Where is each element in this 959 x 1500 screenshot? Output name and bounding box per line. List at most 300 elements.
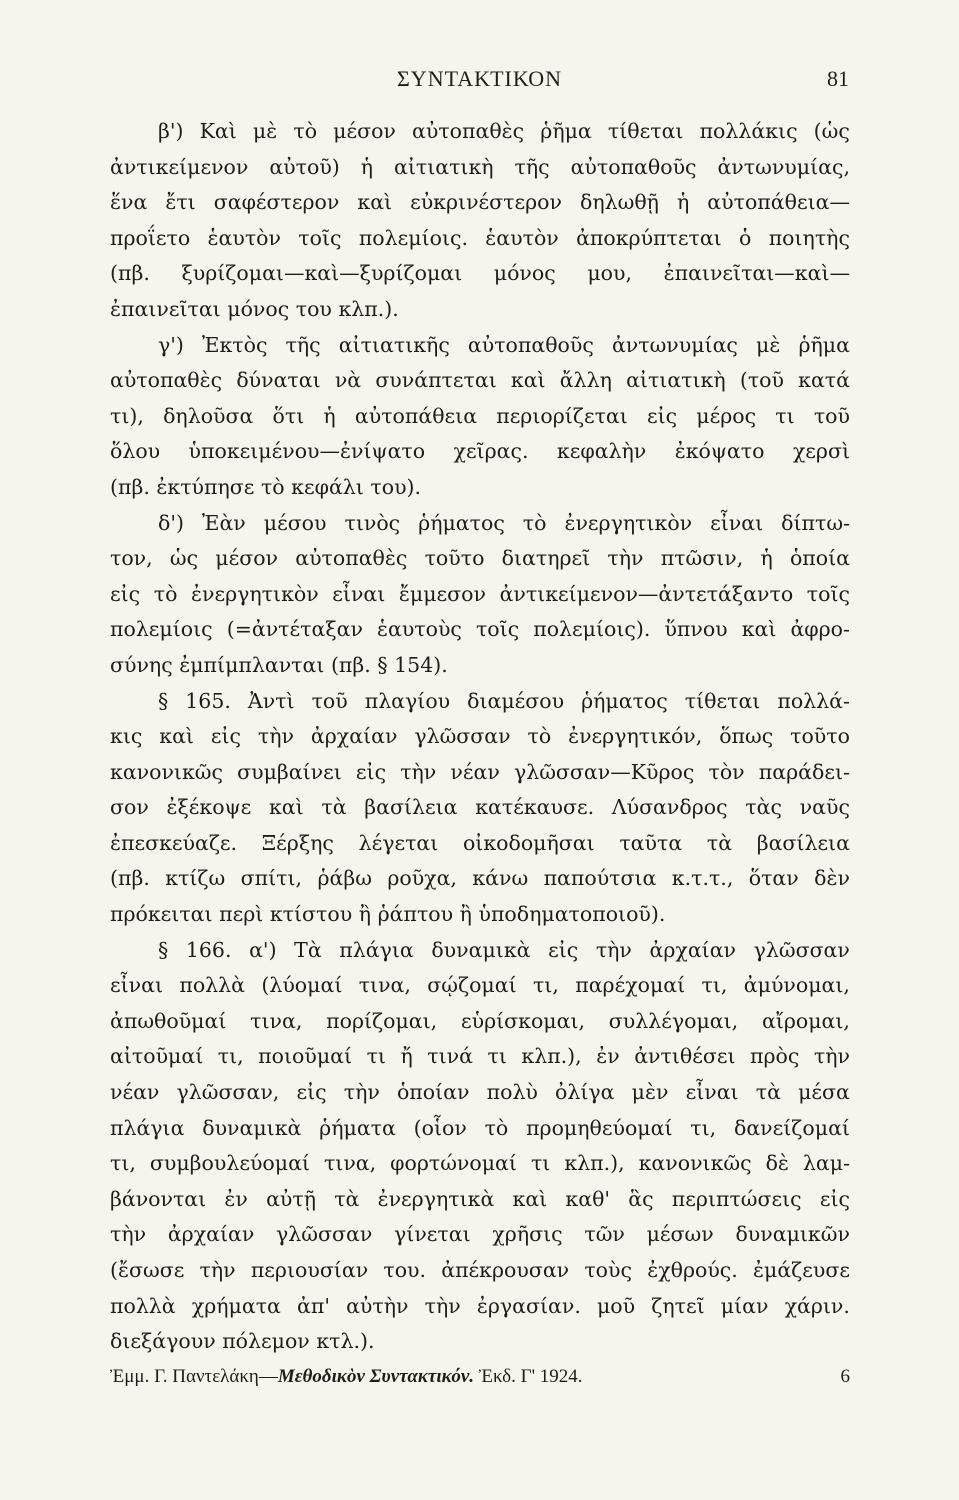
- word: τὴν: [343, 1080, 380, 1105]
- footer-book-title: Μεθοδικὸν Συντακτικόν.: [277, 1366, 475, 1387]
- word: (πβ.: [110, 866, 150, 891]
- word: ἀντιθέσει: [634, 1044, 736, 1069]
- text-line: [110, 1217, 850, 1253]
- word: τινα,: [250, 1008, 303, 1033]
- word: ἔτι: [165, 190, 196, 215]
- word: ἀρχαίαν: [310, 724, 398, 749]
- text-line: [110, 755, 850, 791]
- word: β'): [158, 119, 184, 143]
- word: αἰτιατικὴ: [393, 154, 494, 179]
- word: χρῆσις: [492, 1222, 563, 1247]
- word: του: [295, 296, 332, 321]
- word: §: [377, 652, 388, 677]
- word: (πβ.: [330, 652, 371, 677]
- text-line: [110, 1182, 850, 1218]
- word: ἡ: [360, 154, 374, 179]
- word: καὶ: [512, 1186, 548, 1211]
- word: τίθεται: [684, 688, 761, 713]
- word: (=ἀντέταξαν: [226, 617, 363, 642]
- word: σπίτι,: [240, 866, 303, 891]
- word: πολεμίοις.: [358, 225, 468, 250]
- word: τῆς: [285, 332, 321, 357]
- word: τῆς: [514, 154, 550, 179]
- word: ἤ: [400, 1044, 413, 1069]
- word: πολλάκις: [699, 119, 798, 143]
- word: περιουσίαν: [250, 1258, 369, 1282]
- word: ἀντικείμενον: [110, 154, 249, 179]
- word: εἰς: [819, 1186, 850, 1211]
- word: βάνονται: [110, 1186, 207, 1211]
- text-line: [110, 968, 850, 1004]
- word: του.: [383, 1258, 427, 1282]
- word: αἰτιατικὴ: [626, 368, 726, 393]
- word: αἴρομαι,: [761, 1008, 850, 1033]
- word: ἐνεργητικὸν: [191, 581, 319, 606]
- word: δυναμικὰ: [431, 937, 531, 962]
- word: πορίζομαι,: [326, 1008, 438, 1033]
- word: τι: [775, 403, 795, 428]
- text-line: [110, 114, 850, 150]
- word: πολὺ: [486, 1080, 538, 1105]
- word: ἀντικείμενον—ἀντετάξαντο: [499, 581, 794, 606]
- word: ἡ: [323, 403, 336, 428]
- word: ἀντωνυμίας: [611, 332, 738, 357]
- word: ἐμάζευσε: [753, 1258, 850, 1282]
- footer-signature: 6: [840, 1366, 850, 1387]
- word: εἶναι: [332, 581, 386, 606]
- page-header: [0, 66, 959, 100]
- word: σῴζομαί: [427, 973, 517, 998]
- word: νέαν: [110, 1080, 160, 1105]
- word: ἑαυτὸν: [485, 225, 559, 250]
- word: καὶ: [741, 617, 777, 642]
- word: 166.: [185, 937, 232, 962]
- word: ἐνεργητικόν,: [568, 724, 703, 749]
- word: τι,: [701, 973, 728, 998]
- word: μίαν: [720, 1293, 769, 1318]
- word: ἐξέκοψε: [166, 795, 252, 820]
- word: Λύσανδρος: [611, 795, 728, 820]
- word: καὶ: [510, 368, 546, 393]
- word: ἀρχαίαν: [167, 1222, 255, 1247]
- word: εἰς: [548, 937, 579, 962]
- word: αὐτοπαθὲς: [295, 546, 408, 571]
- word: ποιητὴς: [768, 225, 850, 250]
- word: κις: [110, 724, 143, 749]
- text-line: [110, 1004, 850, 1040]
- word: ροῦχα,: [387, 866, 457, 891]
- word: μου,: [587, 261, 632, 286]
- word: τοὺς: [584, 1258, 632, 1282]
- page-body: [110, 114, 850, 1360]
- word: δηλωθῇ: [580, 190, 659, 215]
- word: ὁ: [739, 225, 752, 250]
- word: εἰς: [355, 759, 387, 784]
- word: τὸ: [153, 581, 178, 606]
- word: §: [158, 688, 169, 713]
- word: τὸ: [527, 724, 552, 749]
- word: Τὰ: [294, 937, 322, 962]
- word: ἀποκρύπτεται: [576, 225, 722, 250]
- word: ῥῆμα: [540, 119, 592, 143]
- word: πολλὰ: [179, 973, 246, 998]
- word: τὸ: [293, 119, 318, 143]
- word: ναῦς: [799, 795, 850, 820]
- text-line: [110, 719, 850, 755]
- word: δηλοῦσα: [163, 403, 254, 428]
- word: εὑρίσκομαι,: [460, 1008, 586, 1033]
- word: συμβαίνει: [237, 759, 342, 784]
- page-number: 81: [827, 66, 849, 91]
- word: ὁποία: [789, 546, 850, 571]
- word: κτλ.).: [316, 1329, 375, 1354]
- word: κεφαλὴν: [556, 439, 647, 464]
- word: τὸ: [522, 510, 547, 535]
- word: τῶν: [584, 1222, 625, 1247]
- word: μέσα: [798, 1080, 850, 1105]
- word: παρέχομαί: [575, 973, 686, 998]
- word: ἐν: [596, 1044, 620, 1069]
- word: ἐμπίμπλανται: [179, 652, 325, 677]
- word: ῥάπτου: [377, 902, 454, 927]
- word: αὐτοπαθὲς: [110, 368, 223, 393]
- word: ὕπνου: [664, 617, 728, 642]
- word: οἰκοδομῆσαι: [462, 830, 595, 855]
- word: γλῶσσαν: [753, 937, 850, 962]
- text-line: [110, 541, 850, 577]
- word: τὴν: [199, 1258, 236, 1282]
- word: διαμέσου: [467, 688, 565, 713]
- word: τὰ: [321, 795, 347, 820]
- word: σαφέστερον: [213, 190, 340, 215]
- word: πρόκειται: [110, 902, 213, 927]
- word: τι),: [110, 403, 144, 428]
- word: γ'): [158, 332, 184, 357]
- word: (πβ.: [110, 474, 150, 499]
- word: κλπ.).: [338, 296, 399, 321]
- word: αὐτοῦ): [269, 154, 340, 179]
- word: τινὸς: [344, 510, 401, 535]
- word: τοῦ: [311, 688, 348, 713]
- word: κεφάλι: [291, 474, 364, 499]
- word: ἄλλη: [559, 368, 612, 393]
- word: κάνω: [472, 866, 529, 891]
- word: παράδει-: [758, 759, 850, 784]
- word: σύνης: [110, 652, 173, 677]
- word: δυναμικὰ: [202, 1115, 302, 1140]
- word: δίπτω-: [781, 510, 850, 535]
- word: αὐτὴν: [346, 1293, 409, 1318]
- word: αὐτοπάθεια—: [707, 190, 850, 215]
- word: ἀρχαίαν: [649, 937, 737, 962]
- word: μέσον: [215, 546, 279, 571]
- word: προΐετο: [110, 225, 191, 250]
- word: (ὡς: [813, 119, 850, 143]
- word: νέαν: [450, 759, 500, 784]
- word: κατά: [798, 368, 850, 393]
- word: (ἔσωσε: [110, 1258, 185, 1282]
- word: καὶ: [268, 795, 304, 820]
- word: ὅλου: [110, 439, 161, 464]
- word: α'): [249, 937, 277, 962]
- word: κανονικῶς: [110, 759, 223, 784]
- word: γλῶσσαν: [414, 724, 511, 749]
- word: ἃς: [628, 1186, 654, 1211]
- word: εἰς: [646, 403, 678, 428]
- word: γλῶσσαν: [276, 1222, 373, 1247]
- word: ὅπως: [719, 724, 774, 749]
- text-line: [110, 1146, 850, 1182]
- word: κατέκαυσε.: [475, 795, 595, 820]
- word: χεῖρας.: [453, 439, 529, 464]
- word: Ἐὰν: [201, 510, 246, 535]
- text-line: [110, 292, 850, 328]
- word: κ.τ.τ.,: [671, 866, 734, 891]
- word: ἀμύνομαι,: [743, 973, 850, 998]
- word: ταῦτα: [619, 830, 683, 855]
- word: ἀφρο-: [790, 617, 850, 642]
- text-line: [110, 363, 850, 399]
- text-line: [110, 897, 850, 933]
- text-line: [110, 1289, 850, 1325]
- word: ὡς: [169, 546, 199, 571]
- text-line: [110, 506, 850, 542]
- word: τι: [487, 1044, 507, 1069]
- word: περὶ: [219, 902, 264, 927]
- word: εὐκρινέστερον: [410, 190, 562, 215]
- word: τι,: [690, 1115, 717, 1140]
- word: Ἀντὶ: [247, 688, 295, 713]
- word: τοῖς: [298, 225, 342, 250]
- word: εἶναι: [710, 510, 764, 535]
- word: πτῶσιν,: [660, 546, 744, 571]
- word: ἀπωθοῦμαί: [110, 1008, 227, 1033]
- word: περιπτώσεις: [671, 1186, 802, 1211]
- word: περιορίζεται: [496, 403, 628, 428]
- word: διατηρεῖ: [501, 546, 591, 571]
- word: τινα,: [323, 1151, 377, 1176]
- word: καὶ: [357, 190, 393, 215]
- word: τὴν: [424, 1293, 461, 1318]
- word: ἐνεργητικὸν: [564, 510, 693, 535]
- word: εἰς: [110, 581, 141, 606]
- word: (οἷον: [413, 1115, 467, 1140]
- word: ἢ: [459, 902, 472, 927]
- word: τὸ: [260, 474, 285, 499]
- text-line: [110, 1111, 850, 1147]
- word: τοῦ: [813, 403, 850, 428]
- word: αὐτοπαθοῦς: [467, 332, 594, 357]
- word: ὅταν: [748, 866, 799, 891]
- text-line: [110, 826, 850, 862]
- word: ἐκτύπησε: [156, 474, 255, 499]
- word: κλπ.),: [564, 1151, 625, 1176]
- text-line: [110, 1253, 850, 1289]
- word: μέσου: [263, 510, 327, 535]
- word: §: [158, 937, 169, 962]
- word: ῥήματος: [418, 510, 505, 535]
- text-line: [110, 1039, 850, 1075]
- word: τὰ: [755, 1080, 781, 1105]
- word: Καὶ: [199, 119, 237, 143]
- footer-edition: Ἐκδ. Γ' 1924.: [478, 1366, 583, 1387]
- word: τινά: [427, 1044, 473, 1069]
- word: ἢ: [358, 902, 372, 927]
- word: γλῶσσαν—Κῦρος: [513, 759, 695, 784]
- word: πολλὰ: [110, 1293, 176, 1318]
- word: προμηθεύομαί: [526, 1115, 673, 1140]
- word: τὰ: [334, 1186, 360, 1211]
- word: βασίλεια: [756, 830, 850, 855]
- text-line: [110, 221, 850, 257]
- word: ἡ: [760, 546, 773, 571]
- word: ὑποδηματοποιοῦ).: [478, 902, 666, 927]
- text-line: [110, 577, 850, 613]
- word: πλάγια: [339, 937, 414, 962]
- word: ξυρίζομαι—καὶ—ξυρίζομαι: [181, 261, 463, 286]
- word: (πβ.: [110, 261, 150, 286]
- word: τοῖς: [806, 581, 850, 606]
- word: ἐπαινεῖται: [110, 296, 221, 321]
- word: αὐτοπάθεια: [354, 403, 478, 428]
- word: γίνεται: [394, 1222, 471, 1247]
- word: πλαγίου: [364, 688, 451, 713]
- word: μόνος: [227, 296, 290, 321]
- word: μὲν: [631, 1080, 669, 1105]
- word: αὐτῇ: [266, 1186, 316, 1211]
- word: καθ': [565, 1186, 611, 1211]
- word: συλλέγομαι,: [608, 1008, 739, 1033]
- word: πλάγια: [110, 1115, 185, 1140]
- word: παπούτσια: [543, 866, 657, 891]
- word: πόλεμον: [222, 1329, 310, 1354]
- word: χρήματα: [191, 1293, 281, 1318]
- word: βασίλεια: [364, 795, 458, 820]
- word: τι: [530, 1151, 551, 1176]
- text-line: [110, 434, 850, 470]
- word: γλῶσσαν,: [176, 1080, 280, 1105]
- word: τοῦτο: [790, 724, 850, 749]
- page-footer: [110, 1366, 850, 1388]
- word: ζητεῖ: [651, 1293, 705, 1318]
- word: ποιοῦμαί: [258, 1044, 353, 1069]
- word: τὸ: [484, 1115, 509, 1140]
- word: τι,: [110, 1151, 136, 1176]
- word: χάριν.: [784, 1293, 850, 1318]
- word: τὰ: [706, 830, 733, 855]
- word: τὴν: [110, 1222, 147, 1247]
- word: δὲ: [765, 1151, 789, 1176]
- word: φορτώνομαί: [390, 1151, 517, 1176]
- word: τὴν: [813, 1044, 850, 1069]
- word: ῥήματα: [319, 1115, 396, 1140]
- word: ἐργασίαν.: [476, 1293, 581, 1318]
- word: ἐπεσκεύαζε.: [110, 830, 238, 855]
- word: Ξέρξης: [261, 830, 334, 855]
- text-line: [110, 648, 850, 684]
- word: δ'): [158, 510, 184, 535]
- word: τὸν: [708, 759, 745, 784]
- word: τι,: [532, 973, 559, 998]
- text-line: [110, 185, 850, 221]
- word: χερσὶ: [792, 439, 850, 464]
- word: συμβουλεύομαί: [149, 1151, 310, 1176]
- word: ῥάβω: [317, 866, 372, 891]
- word: τὴν: [595, 937, 632, 962]
- word: ἐχθρούς.: [647, 1258, 738, 1282]
- text-line: [110, 470, 850, 506]
- word: ὀλίγα: [555, 1080, 615, 1105]
- word: του).: [370, 474, 422, 499]
- text-line: [110, 684, 850, 720]
- word: κλπ.),: [521, 1044, 582, 1069]
- text-line: [110, 612, 850, 648]
- word: κανονικῶς: [638, 1151, 752, 1176]
- word: πολεμίοις).: [533, 617, 651, 642]
- word: ἐκόψατο: [674, 439, 765, 464]
- word: αὐτοπαθὲς: [412, 119, 525, 143]
- word: μόνος: [493, 261, 556, 286]
- word: πολλά-: [777, 688, 850, 713]
- word: ὁποίαν: [396, 1080, 470, 1105]
- word: τὰς: [745, 795, 782, 820]
- word: (τοῦ: [739, 368, 784, 393]
- word: πολεμίοις: [110, 617, 213, 642]
- word: τον,: [110, 546, 153, 571]
- footer-citation: [110, 1366, 583, 1388]
- word: νὰ: [334, 368, 362, 393]
- word: αὐτοπαθοῦς: [570, 154, 697, 179]
- word: τινα,: [358, 973, 411, 998]
- word: λέγεται: [358, 830, 439, 855]
- word: 154).: [394, 652, 448, 677]
- word: εἶναι: [685, 1080, 739, 1105]
- word: εἰς: [210, 724, 241, 749]
- text-line: [110, 790, 850, 826]
- word: δύναται: [236, 368, 321, 393]
- text-line: [110, 150, 850, 186]
- word: ἕνα: [110, 190, 148, 215]
- word: τὴν: [607, 546, 644, 571]
- word: ἐν: [224, 1186, 248, 1211]
- word: ἀπέκρουσαν: [441, 1258, 570, 1282]
- word: ἑαυτοὺς: [376, 617, 462, 642]
- word: αἰτιατικῆς: [338, 332, 450, 357]
- word: τοῦτο: [424, 546, 485, 571]
- word: τοῖς: [475, 617, 520, 642]
- word: μέρος: [696, 403, 757, 428]
- word: ἑαυτὸν: [207, 225, 281, 250]
- text-line: [110, 1075, 850, 1111]
- word: μέσων: [646, 1222, 714, 1247]
- word: κτίζω: [165, 866, 226, 891]
- word: ὅτι: [272, 403, 305, 428]
- word: εἶναι: [110, 973, 164, 998]
- word: τι: [366, 1044, 386, 1069]
- word: ἀπ': [297, 1293, 330, 1318]
- word: σον: [110, 795, 149, 820]
- word: λαμ-: [802, 1151, 850, 1176]
- text-line: [110, 399, 850, 435]
- word: συνάπτεται: [375, 368, 497, 393]
- word: τὴν: [400, 759, 437, 784]
- word: Ἐκτὸς: [201, 332, 268, 357]
- running-title: ΣΥΝΤΑΚΤΙΚΟΝ: [397, 66, 562, 91]
- word: ὑποκειμένου—ἐνίψατο: [188, 439, 426, 464]
- word: τὴν: [257, 724, 294, 749]
- word: πρὸς: [750, 1044, 800, 1069]
- word: εἰς: [296, 1080, 327, 1105]
